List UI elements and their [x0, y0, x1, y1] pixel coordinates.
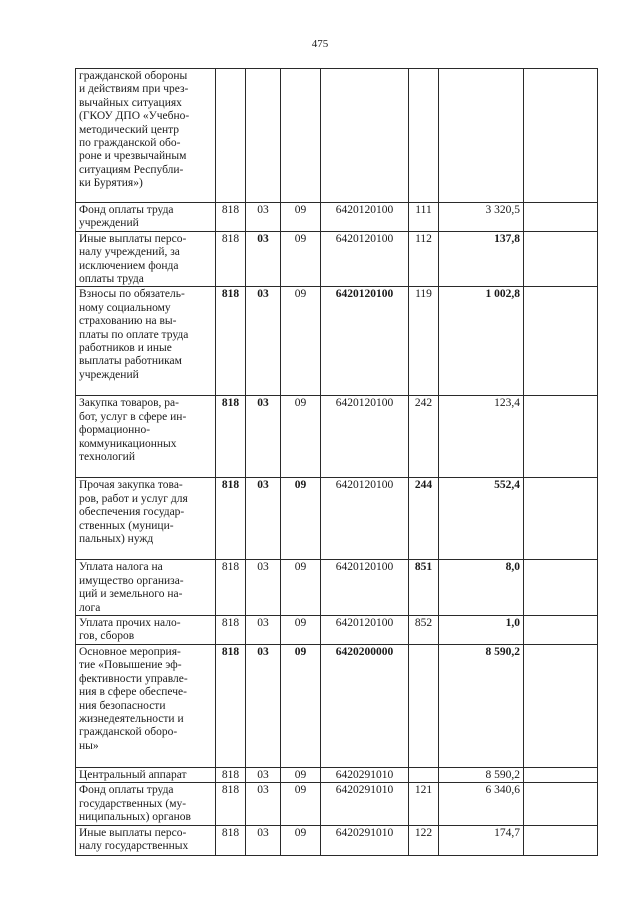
cell-amount: 3 320,5 — [439, 203, 524, 232]
cell-name-line: тие «Повышение эф- — [79, 659, 182, 672]
cell-subsection: 09 — [281, 560, 321, 616]
cell-name-line: оплаты труда — [79, 273, 144, 286]
cell-name-line: учреждений — [79, 368, 139, 381]
cell-subsection — [281, 69, 321, 203]
cell-section: 03 — [246, 644, 281, 767]
cell-name-line: фективности управле- — [79, 672, 188, 685]
cell-name-line: (ГКОУ ДПО «Учебно- — [79, 110, 190, 123]
budget-table-body — [76, 69, 598, 856]
cell-name-line: работников и иные — [79, 342, 172, 355]
cell-subsection: 09 — [281, 231, 321, 287]
cell-empty — [524, 825, 598, 855]
cell-empty — [524, 478, 598, 560]
cell-expense: 851 — [409, 560, 439, 616]
budget-table — [75, 68, 598, 856]
table-row — [76, 231, 598, 287]
cell-empty — [524, 69, 598, 203]
cell-name — [76, 478, 216, 560]
cell-empty — [524, 767, 598, 782]
cell-amount: 6 340,6 — [439, 783, 524, 825]
cell-target: 6420291010 — [321, 767, 409, 782]
cell-name-line: страхованию на вы- — [79, 315, 177, 328]
cell-ministry: 818 — [216, 616, 246, 645]
cell-amount: 1 002,8 — [439, 287, 524, 396]
cell-name-line: лога — [79, 601, 101, 614]
cell-section: 03 — [246, 825, 281, 855]
table-row — [76, 396, 598, 478]
cell-ministry: 818 — [216, 287, 246, 396]
cell-name-line: платы по оплате труда — [79, 328, 189, 341]
cell-empty — [524, 616, 598, 645]
cell-name-line: Взносы по обязатель- — [79, 288, 185, 301]
cell-subsection: 09 — [281, 783, 321, 825]
cell-target — [321, 69, 409, 203]
cell-section: 03 — [246, 767, 281, 782]
cell-amount: 552,4 — [439, 478, 524, 560]
cell-name — [76, 825, 216, 855]
cell-amount: 174,7 — [439, 825, 524, 855]
cell-empty — [524, 231, 598, 287]
cell-expense: 244 — [409, 478, 439, 560]
cell-name — [76, 767, 216, 782]
cell-expense: 112 — [409, 231, 439, 287]
cell-ministry: 818 — [216, 478, 246, 560]
cell-subsection: 09 — [281, 203, 321, 232]
cell-section: 03 — [246, 287, 281, 396]
cell-name-line: налу учреждений, за — [79, 246, 180, 259]
cell-empty — [524, 287, 598, 396]
cell-empty — [524, 560, 598, 616]
cell-name — [76, 644, 216, 767]
cell-target: 6420120100 — [321, 231, 409, 287]
cell-name-line: Фонд оплаты труда — [79, 204, 174, 216]
cell-subsection: 09 — [281, 644, 321, 767]
cell-name-line: ному социальному — [79, 301, 171, 314]
cell-name-line: ственных (муници- — [79, 519, 174, 532]
table-row — [76, 616, 598, 645]
cell-target: 6420120100 — [321, 560, 409, 616]
cell-subsection: 09 — [281, 396, 321, 478]
cell-target: 6420120100 — [321, 616, 409, 645]
cell-expense — [409, 644, 439, 767]
cell-name-line: ситуациям Республи- — [79, 163, 184, 176]
cell-name-line: жизнедеятельности и — [79, 712, 184, 725]
cell-name — [76, 560, 216, 616]
cell-name — [76, 231, 216, 287]
cell-name-line: технологий — [79, 451, 135, 464]
cell-name-line: государственных (му- — [79, 797, 187, 810]
cell-name-line: налу государственных — [79, 839, 189, 852]
cell-expense: 121 — [409, 783, 439, 825]
table-row — [76, 825, 598, 855]
cell-amount: 8 590,2 — [439, 644, 524, 767]
table-row — [76, 767, 598, 782]
cell-name-line: методический центр — [79, 123, 180, 136]
cell-amount: 137,8 — [439, 231, 524, 287]
cell-name-line: вычайных ситуациях — [79, 96, 182, 109]
cell-empty — [524, 396, 598, 478]
cell-ministry: 818 — [216, 231, 246, 287]
table-row — [76, 478, 598, 560]
cell-expense — [409, 767, 439, 782]
cell-name-line: обеспечения государ- — [79, 506, 185, 519]
cell-ministry: 818 — [216, 560, 246, 616]
cell-name-line: гражданской обороны — [79, 70, 188, 82]
cell-ministry: 818 — [216, 825, 246, 855]
cell-name-line: имущество организа- — [79, 574, 184, 587]
cell-section: 03 — [246, 203, 281, 232]
table-row — [76, 560, 598, 616]
cell-name-line: Уплата прочих нало- — [79, 617, 181, 630]
table-row — [76, 783, 598, 825]
cell-name-line: ки Бурятия») — [79, 177, 143, 190]
table-row — [76, 644, 598, 767]
cell-ministry: 818 — [216, 767, 246, 782]
cell-target: 6420120100 — [321, 203, 409, 232]
cell-name-line: коммуникационных — [79, 437, 177, 450]
cell-amount: 8,0 — [439, 560, 524, 616]
cell-name — [76, 69, 216, 203]
cell-name-line: формационно- — [79, 424, 151, 437]
cell-ministry: 818 — [216, 396, 246, 478]
cell-subsection: 09 — [281, 825, 321, 855]
cell-name-line: по гражданской обо- — [79, 137, 181, 150]
cell-expense: 852 — [409, 616, 439, 645]
cell-name-line: ров, работ и услуг для — [79, 492, 188, 505]
cell-section: 03 — [246, 478, 281, 560]
cell-section: 03 — [246, 560, 281, 616]
cell-section: 03 — [246, 616, 281, 645]
cell-expense: 119 — [409, 287, 439, 396]
cell-name-line: ны» — [79, 739, 99, 752]
cell-expense: 122 — [409, 825, 439, 855]
cell-section: 03 — [246, 783, 281, 825]
cell-ministry: 818 — [216, 203, 246, 232]
cell-target: 6420200000 — [321, 644, 409, 767]
cell-section: 03 — [246, 396, 281, 478]
cell-name-line: исключением фонда — [79, 259, 179, 272]
cell-target: 6420120100 — [321, 396, 409, 478]
cell-name-line: и действиям при чрез- — [79, 83, 189, 96]
cell-subsection: 09 — [281, 287, 321, 396]
cell-name-line: Прочая закупка това- — [79, 479, 183, 492]
cell-subsection: 09 — [281, 478, 321, 560]
cell-name — [76, 783, 216, 825]
cell-name-line: ния безопасности — [79, 699, 166, 712]
cell-expense — [409, 69, 439, 203]
cell-name — [76, 616, 216, 645]
cell-amount: 1,0 — [439, 616, 524, 645]
cell-expense: 242 — [409, 396, 439, 478]
cell-name-line: бот, услуг в сфере ин- — [79, 410, 187, 423]
cell-target: 6420291010 — [321, 783, 409, 825]
cell-name-line: ций и земельного на- — [79, 588, 183, 601]
cell-name-line: Фонд оплаты труда — [79, 784, 174, 797]
cell-name-line: ния в сфере обеспече- — [79, 686, 187, 699]
cell-empty — [524, 783, 598, 825]
cell-name-line: гражданской оборо- — [79, 726, 178, 739]
cell-name-line: Иные выплаты персо- — [79, 826, 187, 839]
page-number: 475 — [311, 38, 329, 50]
table-row — [76, 69, 598, 203]
cell-ministry — [216, 69, 246, 203]
cell-amount — [439, 69, 524, 203]
cell-amount: 8 590,2 — [439, 767, 524, 782]
cell-target: 6420120100 — [321, 287, 409, 396]
cell-name-line: Основное мероприя- — [79, 645, 181, 658]
cell-ministry: 818 — [216, 783, 246, 825]
cell-name-line: Центральный аппарат — [79, 768, 187, 781]
cell-name-line: пальных) нужд — [79, 533, 154, 546]
cell-name-line: Иные выплаты персо- — [79, 232, 187, 245]
cell-target: 6420120100 — [321, 478, 409, 560]
cell-section — [246, 69, 281, 203]
cell-subsection: 09 — [281, 767, 321, 782]
cell-name-line: Закупка товаров, ра- — [79, 397, 179, 410]
cell-section: 03 — [246, 231, 281, 287]
table-row — [76, 203, 598, 232]
cell-name-line: Уплата налога на — [79, 561, 163, 574]
cell-target: 6420291010 — [321, 825, 409, 855]
cell-name — [76, 203, 216, 232]
cell-empty — [524, 644, 598, 767]
cell-name-line: гов, сборов — [79, 630, 135, 643]
cell-name — [76, 287, 216, 396]
cell-empty — [524, 203, 598, 232]
cell-name-line: роне и чрезвычайным — [79, 150, 187, 163]
cell-subsection: 09 — [281, 616, 321, 645]
cell-name-line: выплаты работникам — [79, 355, 182, 368]
cell-name — [76, 396, 216, 478]
cell-name-line: ниципальных) органов — [79, 811, 191, 824]
cell-ministry: 818 — [216, 644, 246, 767]
table-row — [76, 287, 598, 396]
cell-name-line: учреждений — [79, 217, 139, 230]
cell-expense: 111 — [409, 203, 439, 232]
cell-amount: 123,4 — [439, 396, 524, 478]
